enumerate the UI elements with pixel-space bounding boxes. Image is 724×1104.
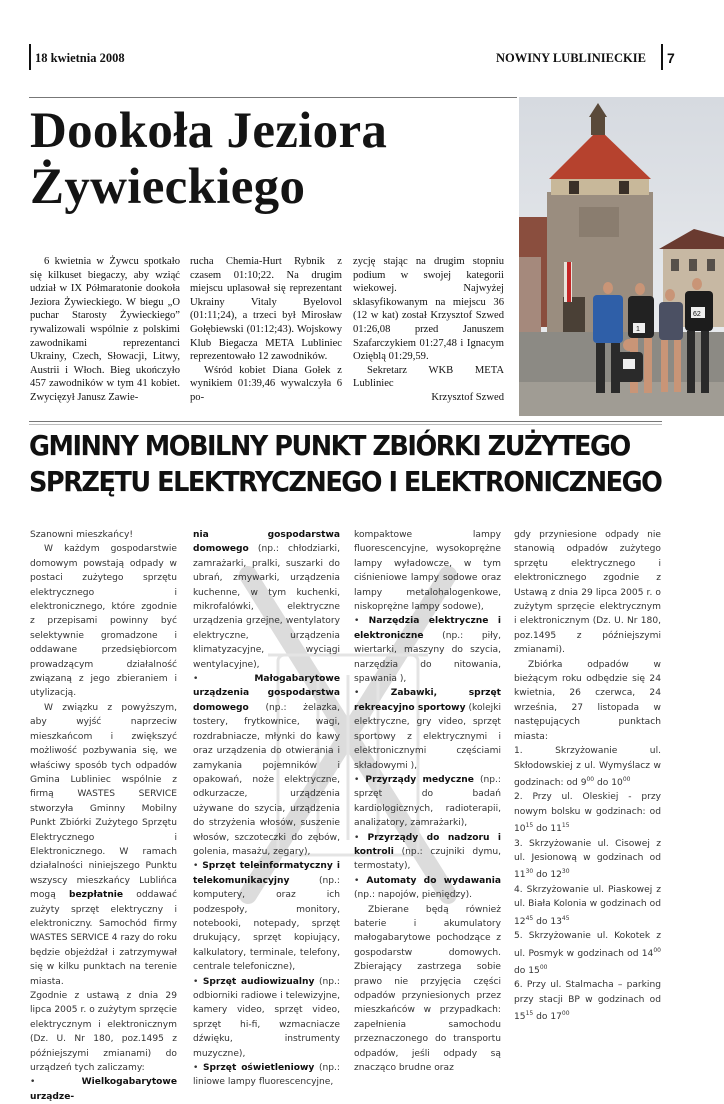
header-right-bar xyxy=(661,44,663,70)
list-item-text: kompaktowe lampy fluorescencyjne, wysokoprężne lampy wyładowcze, w tym ciśnieniowe lampy sodowe oraz lampy metalohalogenkowe, niskoprężne lampy sodowe), xyxy=(354,530,501,613)
article1-paragraph: zycję stając na drugim stopniu podium w swojej kategorii wiekowej. Najwyżej sklasyfikowanym na miejscu 36 (12 w kat) został Krzysztof Szwed 01:26,08 przed Januszem Szafarczykiem 01:27,48 i Ignacym Ozięblą 01:29,59. xyxy=(353,256,504,363)
time-minutes: 45 xyxy=(561,914,570,922)
newspaper-name: NOWINY LUBLINIECKIE xyxy=(496,51,646,65)
time-minutes: 30 xyxy=(525,868,534,876)
list-item-text: (np.: żelazka, tostery, frytkownice, wagi, rozdrabniacze, młynki do kawy oraz urządzenia do otwierania i zamykania pojemników i opakowań, noże elektryczne, odkurzacze, urządzenia używane do szycia, urządzenia do strzyżenia włosów, suszenie włosów, szczoteczki do zębów, golenia, masażu, zegary), xyxy=(193,702,340,857)
collection-point-text: do 11 xyxy=(533,824,562,835)
article2-paragraph: W każdym gospodarstwie domowym powstają odpady w postaci zużytego sprzętu elektrycznego i elektronicznego, które zgodnie z przepisami powinny być selektywnie gromadzone i oddawane przedsiębiorcom prowadzącym działalność związaną z jego zbieraniem i utylizacją. xyxy=(30,544,177,699)
section-rule xyxy=(29,424,662,425)
time-minutes: 00 xyxy=(561,1010,570,1018)
list-item: • Narzędzia elektryczne i elektroniczne (np.: piły, wiertarki, maszyny do szycia, narzędzia do nitowania, spawania ), xyxy=(354,616,501,685)
list-item-title: Przyrządy do nadzoru i kontroli xyxy=(354,832,501,857)
collection-point-text: 2. Przy ul. Oleskiej - przy nowym bolsku w godzinach: od 10 xyxy=(514,792,661,835)
list-item-text: (np.: sprzęt do badań kardiologicznych, radioterapii, analizatory, zamrażarki), xyxy=(354,774,501,829)
header-left-bar xyxy=(29,44,31,70)
article1-title xyxy=(30,103,510,215)
article1-paragraph: Wśród kobiet Diana Gołek z wynikiem 01:39,46 wywalczyła 6 po- xyxy=(190,364,342,403)
article2-paragraph: Zbiórka odpadów w bieżącym roku odbędzie się 24 kwietnia, 26 czerwca, 24 września, 27 listopada w następujących punktach miasta: xyxy=(514,659,661,742)
article2-paragraph: Zbierane będą również baterie i akumulatory małogabarytowe pochodzące z gospodarstw domowych. Zbierający zastrzega sobie prawo nie przyjęcia części odpadów przyniesionych przez mieszkańców w przypadkach: zapełnienia samochodu przeznaczonego do transportu odpadów, jeśli odpady są znacząco brudne oraz xyxy=(354,904,501,1074)
list-item: • Małogabarytowe urządzenia gospodarstwa domowego (np.: żelazka, tostery, frytkownice, wagi, rozdrabniacze, młynki do kawy oraz urządzenia do otwierania i zamykania pojemników i opakowań, noże elektryczne, odkurzacze, urządzenia używane do szycia, urządzenia do strzyżenia włosów, suszenie włosów, szczoteczki do zębów, golenia, masażu, zegary), xyxy=(193,674,340,857)
article2-paragraph: gdy przyniesione odpady nie stanowią odpadów zużytego sprzętu elektrycznego i elektronicznego zgodnie z Ustawą z dnia 29 lipca 2005 r. o zużytym sprzęcie elektrycznym i elektronicznym (Dz. U. Nr 180, poz.1495 z późniejszymi zmianami). xyxy=(514,530,661,656)
runner-bib: 62 xyxy=(693,311,701,318)
article2-column-1 xyxy=(30,528,177,1104)
text: W związku z powyższym, aby wyjść naprzeciw mieszkańcom i zwiększyć możliwość pozbywania się, we właściwy sposób tych odpadów Gmina Lubliniec wspólnie z firmą WASTES SERVICE stworzyła Gminny Mobilny Punkt Zbiórki Zużytego Sprzętu Elektrycznego i Elektronicznego. W ramach działalności niniejszego Punktu wszyscy mieszkańcy Lublińca mogą xyxy=(30,702,177,901)
runners-photo xyxy=(519,97,724,416)
article1-paragraph: rucha Chemia-Hurt Rybnik z czasem 01:10;22. Na drugim miejscu uplasował się reprezentant Ukrainy Vitaly Byelovol (01:11;24), a trzeci był Mirosław Gołębiewski (01:12;43). Wojskowy Klub Biegacza META Lubliniec reprezentowało 12 zawodników. xyxy=(190,256,342,363)
list-item-text: (np.: chłodziarki, zamrażarki, pralki, suszarki do ubrań, zmywarki, urządzenia kuchenne, w tym kuchenki, mikrofalówki, elektryczne urządzenia grzejne, wentylatory elektryczne, urządzenia klimatyzacyjne, wyciągi wentylacyjne), xyxy=(193,544,340,670)
list-item-text: (kolejki elektryczne, gry video, sprzęt sportowy z elektrycznymi i elektronicznymi częściami składowymi ), xyxy=(354,702,501,771)
article1-column-1 xyxy=(30,255,180,405)
collection-point xyxy=(514,883,661,929)
list-item-title: Sprzęt teleinformatyczny i telekomunikacyjny xyxy=(193,861,340,886)
article2-title xyxy=(29,428,661,500)
collection-point-text: 4. Skrzyżowanie ul. Piaskowej z ul. Biała Kolonia w godzinach od 12 xyxy=(514,884,661,927)
list-item-title: Automaty do wydawania xyxy=(366,875,501,886)
section-rule xyxy=(29,421,662,422)
article1-title-line1: Dookoła Jeziora xyxy=(30,103,388,159)
article1-paragraph: 6 kwietnia w Żywcu spotkało się kilkuset biegaczy, aby wziąć udział w IX Półmaratonie dookoła Jeziora Żywieckiego. W biegu „O puchar Starosty Żywieckiego” rywalizowali wspólnie z polskimi zawodnikami reprezentanci Ukrainy, Czech, Słowacji, Litwy, Austrii i Włoch. Bieg ukończyło 457 zawodników w tym 41 kobiet. Zwycięzył Janusz Zawie- xyxy=(30,256,180,403)
collection-point xyxy=(514,978,661,1024)
article2-paragraph: Zgodnie z ustawą z dnia 29 lipca 2005 r. o zużytym sprzęcie elektrycznym i elektronicznym (Dz. U. Nr 180, poz.1495 z późniejszymi zmianami) do urządzeń tych zaliczamy: xyxy=(30,991,177,1074)
list-item-title: Narzędzia elektryczne i elektroniczne xyxy=(354,616,501,641)
list-item: • Sprzęt audiowizualny (np.: odbiorniki radiowe i telewizyjne, kamery video, sprzęt video, sprzęt hi-fi, wzmacniacze dźwięku, instrumenty muzyczne), xyxy=(193,976,340,1059)
list-item-text: (np.: napojów, pieniędzy). xyxy=(354,890,473,901)
list-item-title: Przyrządy medyczne xyxy=(365,774,474,785)
time-minutes: 45 xyxy=(525,914,534,922)
collection-point-text: 6. Przy ul. Stalmacha – parking przy stacji BP w godzinach od 15 xyxy=(514,980,661,1023)
collection-point xyxy=(514,744,661,790)
emphasis: bezpłatnie xyxy=(68,890,124,901)
list-item-text: (np.: czujniki dymu, termostaty), xyxy=(354,846,501,872)
collection-point-text: do 12 xyxy=(533,870,562,881)
list-item: • Przyrządy medyczne (np.: sprzęt do badań kardiologicznych, radioterapii, analizatory, zamrażarki), xyxy=(354,774,501,829)
collection-point-text: 5. Skrzyżowanie ul. Kokotek z ul. Posmyk w godzinach od 14 xyxy=(514,931,661,959)
article1-author: Krzysztof Szwed xyxy=(431,391,504,403)
collection-point xyxy=(514,837,661,883)
article1-title-line2: Żywieckiego xyxy=(30,159,306,215)
list-item-title: Sprzęt oświetleniowy xyxy=(202,1063,315,1074)
collection-point-text: do 15 xyxy=(514,965,540,976)
time-minutes: 00 xyxy=(539,963,548,971)
collection-point-text: 3. Skrzyżowanie ul. Cisowej z ul. Jesionową w godzinach od 11 xyxy=(514,838,661,881)
time-minutes: 15 xyxy=(525,1010,534,1018)
collection-point-text: do 17 xyxy=(533,1012,562,1023)
page-number: 7 xyxy=(667,50,675,66)
list-item: • Automaty do wydawania (np.: napojów, pieniędzy). xyxy=(354,875,501,901)
time-minutes: 00 xyxy=(586,775,595,783)
collection-point-text: do 13 xyxy=(533,916,562,927)
article2-column-3 xyxy=(354,528,501,1075)
list-item-text: (np.: liniowe lampy fluorescencyjne, xyxy=(193,1063,340,1088)
article2-title-line1: GMINNY MOBILNY PUNKT ZBIÓRKI ZUŻYTEGO xyxy=(29,430,630,462)
list-item-title: nia gospodarstwa domowego xyxy=(193,530,340,555)
list-item-text: (np.: komputery, oraz ich podzespoły, monitory, notebooki, notepady, sprzęt drukujący, sprzęt kopiujący, kalkulatory, terminale, telefony, centrale telefoniczne), xyxy=(193,875,340,973)
collection-point-text: 1. Skrzyżowanie ul. Skłodowskiej z ul. Wymyślacz w godzinach: od 9 xyxy=(514,746,661,788)
article1-paragraph: Sekretarz WKB META Lubliniec xyxy=(353,364,504,390)
list-item: • Wielkogabarytowe urządze- xyxy=(30,1077,177,1102)
list-item-text: (np.: piły, wiertarki, maszyny do szycia, narzędzia do nitowania, spawania ), xyxy=(354,630,501,685)
text: oddawać zużyty sprzęt elektryczny i elektroniczny. Samochód firmy WASTES SERVICE 4 razy do roku będzie objeżdżał i zatrzymywał się w kilku punktach na terenie miasta. xyxy=(30,890,177,987)
list-item xyxy=(193,528,340,672)
greeting: Szanowni mieszkańcy! xyxy=(30,530,134,540)
article2-paragraph xyxy=(30,701,177,989)
collection-point xyxy=(514,790,661,836)
article2-column-2 xyxy=(193,528,340,1090)
time-minutes: 15 xyxy=(525,822,534,830)
list-item-text: (np.: odbiorniki radiowe i telewizyjne, kamery video, sprzęt video, sprzęt hi-fi, wzmacniacze dźwięku, instrumenty muzyczne), xyxy=(193,976,340,1059)
article1-column-3 xyxy=(353,255,504,405)
list-item: • Zabawki, sprzęt rekreacyjno sportowy (kolejki elektryczne, gry video, sprzęt sportowy z elektrycznymi i elektronicznymi częściami składowymi ), xyxy=(354,688,501,771)
collection-points-list xyxy=(514,744,661,1025)
time-minutes: 00 xyxy=(653,946,661,954)
article1-column-2 xyxy=(190,255,342,405)
list-item-title: Wielkogabarytowe urządze- xyxy=(30,1077,177,1102)
time-minutes: 30 xyxy=(561,868,570,876)
list-item: • Sprzęt oświetleniowy (np.: liniowe lampy fluorescencyjne, xyxy=(193,1063,340,1088)
list-item: • Przyrządy do nadzoru i kontroli (np.: czujniki dymu, termostaty), xyxy=(354,832,501,872)
runner-bib: 1 xyxy=(636,326,640,333)
top-rule xyxy=(29,97,517,98)
time-minutes: 00 xyxy=(622,775,631,783)
issue-date: 18 kwietnia 2008 xyxy=(35,51,125,65)
article2-title-line2: SPRZĘTU ELEKTRYCZNEGO I ELEKTRONICZNEGO xyxy=(29,466,662,498)
time-minutes: 15 xyxy=(561,822,570,830)
list-item-title: Zabawki, sprzęt rekreacyjno sportowy xyxy=(354,688,501,713)
list-item-title: Sprzęt audiowizualny xyxy=(202,976,315,987)
article2-column-4 xyxy=(514,528,661,1025)
list-item: • Sprzęt teleinformatyczny i telekomunikacyjny (np.: komputery, oraz ich podzespoły, monitory, notebooki, notepady, sprzęt drukujący, sprzęt kopiujący, kalkulatory, terminale, telefony, centrale telefoniczne), xyxy=(193,861,340,973)
collection-point xyxy=(514,929,661,978)
collection-point-text: do 10 xyxy=(594,777,623,788)
list-item-title: Małogabarytowe urządzenia gospodarstwa domowego xyxy=(193,674,340,713)
